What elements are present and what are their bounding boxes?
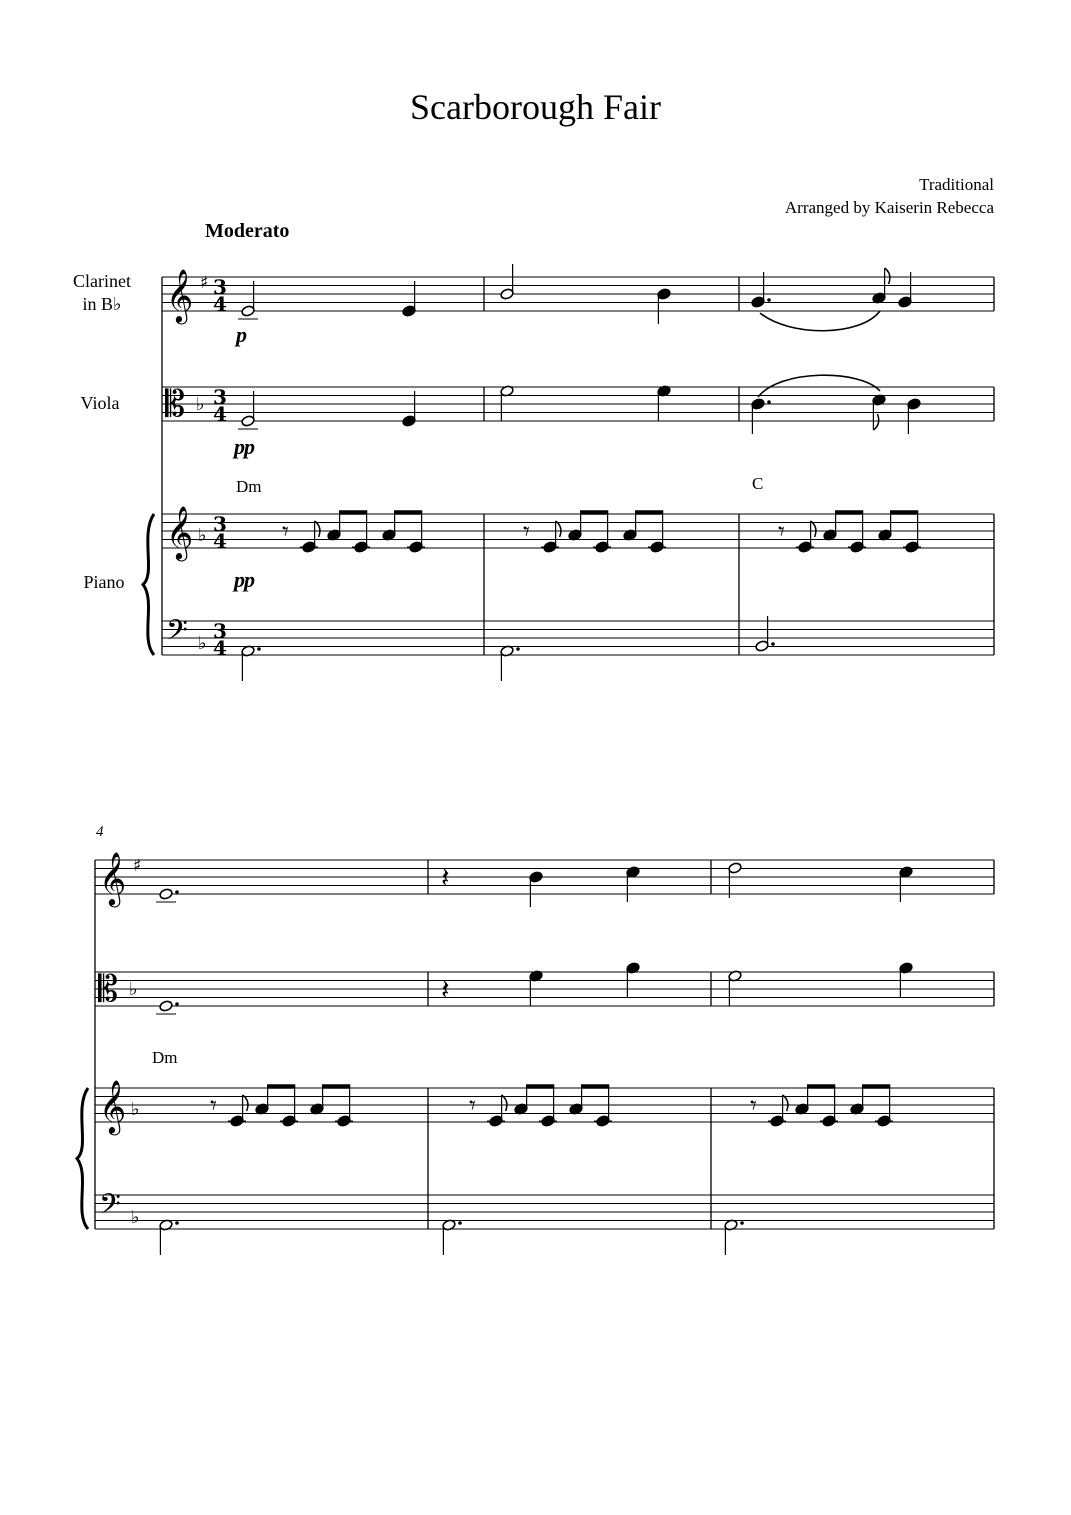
notehead (159, 1000, 173, 1012)
dynamic-viola: pp (234, 434, 254, 459)
notehead (402, 415, 416, 427)
quarter-rest: 𝄽 (441, 973, 450, 1006)
notehead (402, 305, 416, 317)
treble-clef-icon: 𝄞 (99, 1079, 127, 1133)
clarinet-staff-1 (162, 277, 994, 311)
piano-lh-staff-1 (162, 621, 994, 655)
notehead (755, 640, 769, 652)
augmentation-dot (175, 1002, 179, 1006)
notehead (529, 871, 543, 883)
instrument-name-clarinet-key: in B♭ (82, 294, 122, 314)
augmentation-dot (767, 400, 771, 404)
alto-clef-icon: 𝄡 (165, 384, 186, 425)
notehead (626, 866, 640, 878)
eighth-rest: 𝄾 (282, 517, 289, 547)
notehead (751, 296, 765, 308)
piano-brace (143, 514, 154, 655)
piano-lh-staff-2 (95, 1195, 994, 1229)
treble-clef-icon: 𝄞 (166, 268, 194, 322)
measure-number: 4 (96, 824, 104, 840)
flat-key-signature: ♭ (196, 394, 205, 415)
treble-clef-icon: 𝄞 (99, 851, 127, 905)
eighth-rest: 𝄾 (469, 1091, 476, 1121)
sharp-key-signature: ♯ (200, 273, 209, 293)
eighth-rest: 𝄾 (210, 1091, 217, 1121)
arranger-credit: Arranged by Kaiserin Rebecca (784, 198, 994, 217)
flat-key-signature: ♭ (129, 979, 138, 1000)
clarinet-staff-2 (95, 860, 994, 894)
chord-symbol-m3: C (752, 474, 764, 493)
tempo-marking: Moderato (205, 220, 290, 242)
augmentation-dot (767, 298, 771, 302)
dynamic-clarinet: p (236, 322, 246, 347)
flat-key-signature: ♭ (198, 525, 207, 546)
flag (873, 414, 878, 430)
sharp-key-signature: ♯ (133, 856, 142, 876)
flag (502, 1095, 507, 1111)
notehead (241, 305, 255, 317)
slur (758, 375, 880, 397)
augmentation-dot (516, 647, 520, 651)
viola-staff-2 (95, 972, 994, 1006)
flat-key-signature: ♭ (198, 633, 207, 654)
instrument-name-clarinet: Clarinet (73, 271, 131, 291)
notehead (657, 288, 671, 300)
notehead (751, 398, 765, 410)
bass-clef-icon: 𝄢 (166, 614, 188, 654)
viola-staff-1 (162, 387, 994, 421)
time-signature-bottom: 4 (213, 529, 227, 553)
flag (243, 1095, 248, 1111)
augmentation-dot (771, 642, 775, 646)
notehead (159, 888, 173, 900)
augmentation-dot (740, 1221, 744, 1225)
bass-clef-icon: 𝄢 (99, 1188, 121, 1228)
flag (783, 1095, 788, 1111)
chord-symbol-m1: Dm (236, 477, 262, 496)
eighth-rest: 𝄾 (750, 1091, 757, 1121)
time-signature-bottom: 4 (213, 636, 227, 660)
time-signature-bottom: 4 (213, 402, 227, 426)
notehead (500, 288, 514, 300)
score-title: Scarborough Fair (410, 87, 661, 127)
dynamic-piano: pp (234, 567, 254, 592)
time-signature-top: 3 (213, 385, 227, 409)
time-signature-top: 3 (213, 619, 227, 643)
composer-credit: Traditional (919, 175, 994, 194)
instrument-name-viola: Viola (80, 393, 120, 413)
flag (556, 521, 561, 537)
time-signature-bottom: 4 (213, 292, 227, 316)
piano-brace (77, 1088, 88, 1229)
quarter-rest: 𝄽 (441, 861, 450, 894)
treble-clef-icon: 𝄞 (166, 505, 194, 559)
instrument-name-piano: Piano (83, 572, 125, 592)
eighth-rest: 𝄾 (778, 517, 785, 547)
slur (760, 311, 880, 331)
alto-clef-icon: 𝄡 (98, 969, 119, 1010)
time-signature-top: 3 (213, 512, 227, 536)
flat-key-signature: ♭ (131, 1099, 140, 1120)
notehead (907, 398, 921, 410)
chord-symbol-m4: Dm (152, 1048, 178, 1067)
augmentation-dot (458, 1221, 462, 1225)
flag (811, 521, 816, 537)
notehead (898, 296, 912, 308)
augmentation-dot (175, 890, 179, 894)
augmentation-dot (175, 1221, 179, 1225)
eighth-rest: 𝄾 (523, 517, 530, 547)
notehead (899, 866, 913, 878)
time-signature-top: 3 (213, 275, 227, 299)
augmentation-dot (257, 647, 261, 651)
notehead (728, 862, 742, 874)
notehead (241, 415, 255, 427)
flag (315, 521, 320, 537)
flat-key-signature: ♭ (131, 1207, 140, 1228)
flag (885, 268, 890, 284)
